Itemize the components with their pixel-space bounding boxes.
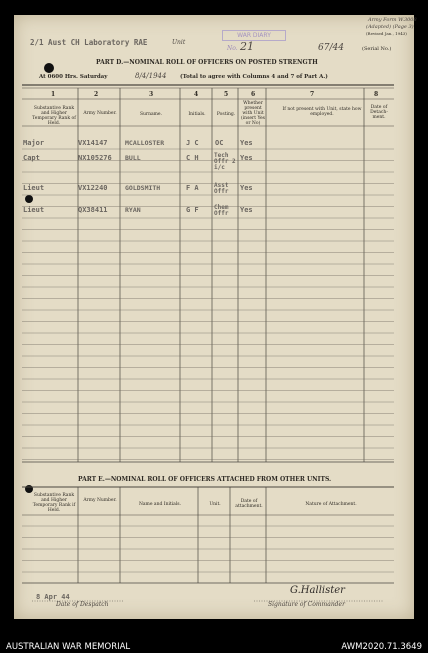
col-number-4: 4	[194, 91, 199, 98]
caption-right: AWM2020.71.3649	[341, 642, 422, 652]
row-1-rank: Major	[23, 139, 45, 147]
unit-name: 2/1 Aust CH Laboratory RAE	[30, 38, 148, 47]
row-1-posting: OC	[215, 139, 224, 147]
row-3-surname: GOLDSMITH	[125, 184, 161, 192]
row-3-present: Yes	[240, 184, 253, 192]
army-form-number: Army Form W.3008	[368, 17, 417, 23]
form-adapted-note: (Adapted) (Page 3)	[366, 24, 414, 30]
row-2-initials: C H	[186, 154, 199, 162]
part-d-title: PART D.—NOMINAL ROLL OF OFFICERS ON POSTED STRENGTH	[96, 59, 318, 66]
row-2-present: Yes	[240, 154, 253, 162]
row-1-army-number: VX14147	[78, 139, 108, 147]
col-header-posting: Posting.	[216, 112, 236, 117]
col-number-2: 2	[94, 91, 99, 98]
row-1-initials: J C	[186, 139, 199, 147]
part-e-header-name: Name and Initials.	[138, 502, 182, 507]
col-number-1: 1	[51, 91, 56, 98]
row-3-army-number: VX12240	[78, 184, 108, 192]
row-4-present: Yes	[240, 206, 253, 214]
table-grid	[14, 15, 414, 619]
row-1-surname: MCALLOSTER	[125, 139, 165, 147]
war-diary-stamp: WAR DIARY	[222, 30, 286, 41]
col-header-employed: If not present with Unit, state how employed.	[282, 107, 362, 117]
col-number-3: 3	[149, 91, 154, 98]
row-4-initials: G F	[186, 206, 199, 214]
col-number-5: 5	[224, 91, 229, 98]
despatch-date-label: Date of Despatch	[56, 601, 109, 608]
row-1-present: Yes	[240, 139, 253, 147]
part-e-header-date: Date of attachment.	[235, 499, 263, 509]
serial-number-value: 67/44	[318, 43, 344, 53]
row-2-surname: BULL	[125, 154, 141, 162]
part-d-at-date: 8/4/1944	[135, 72, 167, 80]
row-2-army-number: NX105276	[78, 154, 112, 162]
form-page	[14, 15, 417, 619]
col-header-army-number: Army Number.	[83, 111, 117, 116]
form-revised-note: (Revised Jan., 1943)	[366, 31, 407, 36]
caption-left: AUSTRALIAN WAR MEMORIAL	[6, 642, 131, 652]
diary-no-value: 21	[240, 40, 254, 53]
part-d-at-suffix: (Total to agree with Columns 4 and 7 of Part A.)	[180, 74, 328, 80]
row-3-initials: F A	[186, 184, 199, 192]
despatch-date-value: 8 Apr 44	[36, 593, 70, 601]
row-2-rank: Capt	[23, 154, 40, 162]
row-4-rank: Lieut	[23, 206, 45, 214]
col-header-surname: Surname.	[139, 112, 163, 117]
col-number-6: 6	[251, 91, 256, 98]
col-header-initials: Initials.	[188, 112, 206, 117]
part-d-at-prefix: At 0600 Hrs. Saturday	[39, 74, 108, 80]
row-4-army-number: QX38411	[78, 206, 108, 214]
commander-signature: G.Hallister	[290, 585, 345, 596]
col-header-present: Whether present with Unit (insert Yes or No)	[240, 101, 265, 126]
unit-label: Unit	[172, 39, 186, 46]
row-4-posting: Chem Offr	[214, 204, 229, 217]
serial-number-label: (Serial No.)	[362, 46, 392, 52]
col-number-8: 8	[374, 91, 379, 98]
row-3-posting: Asst Offr	[214, 182, 229, 195]
col-header-rank: Substantive Rank and Higher Temporary Rank of Held.	[32, 106, 76, 126]
part-e-header-rank: Substantive Rank and Higher Temporary Rank if Held.	[32, 493, 76, 513]
part-e-header-unit: Unit.	[209, 502, 221, 507]
signature-label: Signature of Commander	[268, 601, 345, 608]
part-e-header-nature: Nature of Attachment.	[305, 502, 357, 507]
row-2-posting: Tech Offr 2 i/c	[214, 152, 236, 171]
col-header-detachment: Date of Detach-ment.	[370, 105, 388, 120]
col-number-7: 7	[310, 91, 315, 98]
diary-no-label: No.	[227, 45, 238, 52]
row-3-rank: Lieut	[23, 184, 45, 192]
caption-bar	[0, 637, 428, 653]
part-e-title: PART E.—NOMINAL ROLL OF OFFICERS ATTACHED FROM OTHER UNITS.	[78, 476, 332, 483]
part-e-header-army-number: Army Number.	[83, 498, 117, 503]
row-4-surname: RYAN	[125, 206, 141, 214]
